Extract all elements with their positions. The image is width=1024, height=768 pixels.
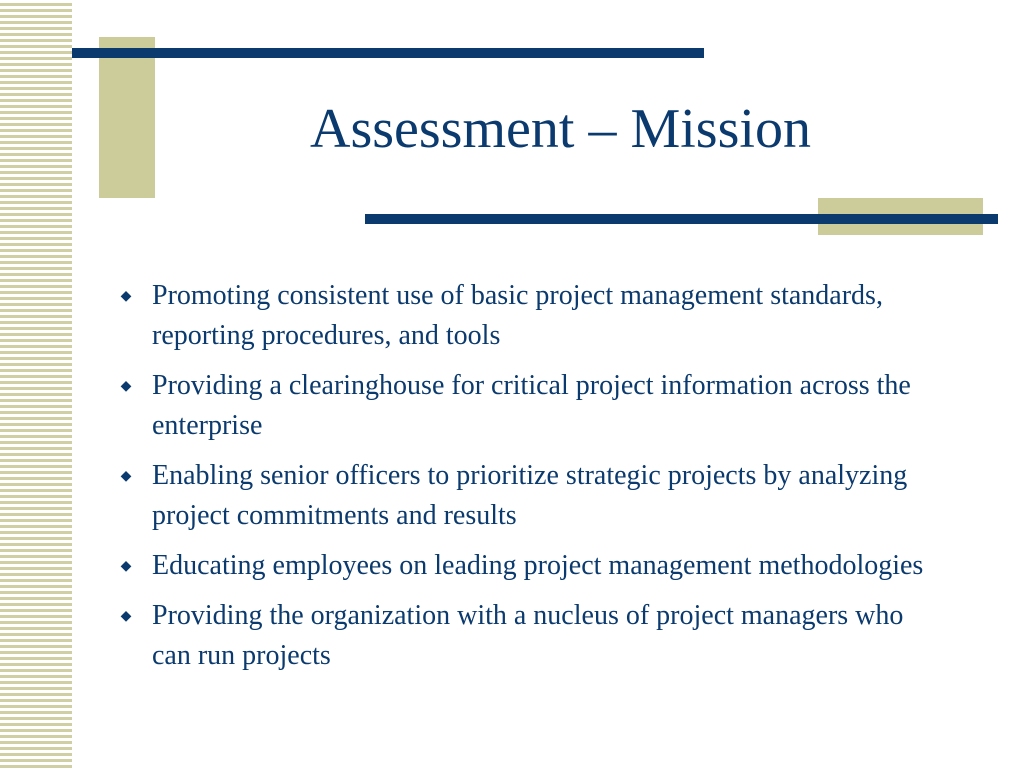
decorative-rule-top <box>72 48 704 58</box>
diamond-bullet-icon: ◆ <box>120 608 132 624</box>
bullet-item <box>116 276 946 356</box>
bullet-item <box>116 366 946 446</box>
diamond-bullet-icon: ◆ <box>120 378 132 394</box>
decorative-tan-block-left <box>99 37 155 198</box>
decorative-rule-bottom <box>365 214 998 224</box>
bullet-text: Enabling senior officers to prioritize strategic projects by analyzing project commitments and results <box>152 460 908 531</box>
bullet-text: Providing the organization with a nucleus of project managers who can run projects <box>152 600 904 671</box>
diamond-bullet-icon: ◆ <box>120 288 132 304</box>
bullet-text: Providing a clearinghouse for critical project information across the enterprise <box>152 370 911 441</box>
diamond-bullet-icon: ◆ <box>120 468 132 484</box>
bullet-text: Promoting consistent use of basic project management standards, reporting procedures, and tools <box>152 280 883 351</box>
bullet-text: Educating employees on leading project management methodologies <box>152 550 924 581</box>
slide-title: Assessment – Mission <box>310 98 811 160</box>
bullet-item <box>116 546 946 586</box>
bullet-item <box>116 456 946 536</box>
bullet-item <box>116 596 946 676</box>
bullet-list <box>116 276 946 686</box>
diamond-bullet-icon: ◆ <box>120 558 132 574</box>
striped-side-pattern <box>0 0 72 768</box>
